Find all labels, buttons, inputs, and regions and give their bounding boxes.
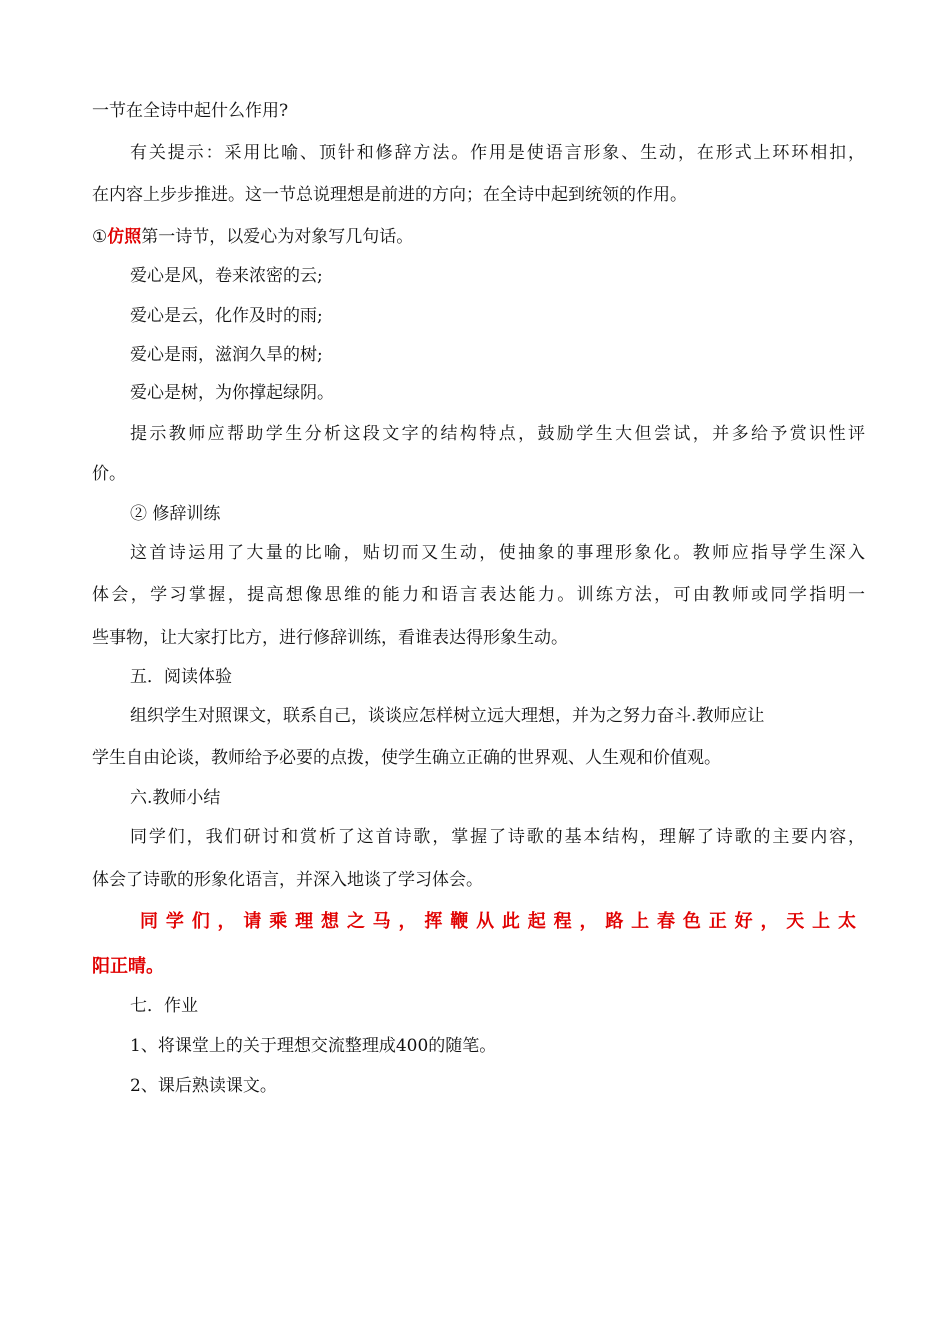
paragraph-line: 价。	[92, 464, 126, 484]
section-heading-summary: 六.教师小结	[130, 788, 221, 808]
emphasis-text-imitate: 仿照	[107, 227, 142, 247]
paragraph-line: 体会了诗歌的形象化语言，并深入地谈了学习体会。	[92, 870, 483, 890]
paragraph-line: 提示教师应帮助学生分析这段文字的结构特点，鼓励学生大但尝试，并多给予赏识性评	[130, 424, 865, 444]
paragraph-line: 学生自由论谈，教师给予必要的点拨，使学生确立正确的世界观、人生观和价值观。	[92, 748, 721, 768]
circled-number-1: ①	[92, 227, 108, 247]
poem-line: 爱心是树，为你撑起绿阴。	[130, 383, 334, 403]
paragraph-line: 组织学生对照课文，联系自己，谈谈应怎样树立远大理想，并为之努力奋斗.教师应让	[130, 706, 765, 726]
emphasis-closing-line: 阳正晴。	[92, 956, 164, 977]
section-heading-homework: 七．作业	[130, 996, 198, 1016]
poem-line: 爱心是雨，滋润久旱的树;	[130, 345, 323, 365]
section-heading-reading: 五．阅读体验	[130, 667, 232, 687]
poem-line: 爱心是风，卷来浓密的云;	[130, 266, 323, 286]
exercise-heading-imitate	[92, 226, 413, 248]
paragraph-line: 有关提示：采用比喻、顶针和修辞方法。作用是使语言形象、生动，在形式上环环相扣，	[130, 143, 865, 163]
homework-item: 2、课后熟读课文。	[130, 1076, 277, 1096]
paragraph-line: 体会，学习掌握，提高想像思维的能力和语言表达能力。训练方法，可由教师或同学指明一	[92, 585, 865, 605]
paragraph-line: 这首诗运用了大量的比喻，贴切而又生动，使抽象的事理形象化。教师应指导学生深入	[130, 543, 865, 563]
exercise-instruction: 第一诗节，以爱心为对象写几句话。	[141, 227, 414, 247]
paragraph-line: 同学们，我们研讨和赏析了这首诗歌，掌握了诗歌的基本结构，理解了诗歌的主要内容，	[130, 827, 865, 847]
section-heading-rhetoric: ② 修辞训练	[130, 504, 221, 524]
paragraph-line: 在内容上步步推进。这一节总说理想是前进的方向；在全诗中起到统领的作用。	[92, 185, 687, 205]
paragraph-line: 些事物，让大家打比方，进行修辞训练，看谁表达得形象生动。	[92, 628, 568, 648]
homework-item: 1、将课堂上的关于理想交流整理成400的随笔。	[130, 1036, 497, 1056]
poem-line: 爱心是云，化作及时的雨;	[130, 306, 323, 326]
paragraph-line: 一节在全诗中起什么作用?	[92, 101, 289, 121]
emphasis-closing-line: 同学们，请乘理想之马，挥鞭从此起程，路上春色正好，天上太	[140, 911, 856, 932]
